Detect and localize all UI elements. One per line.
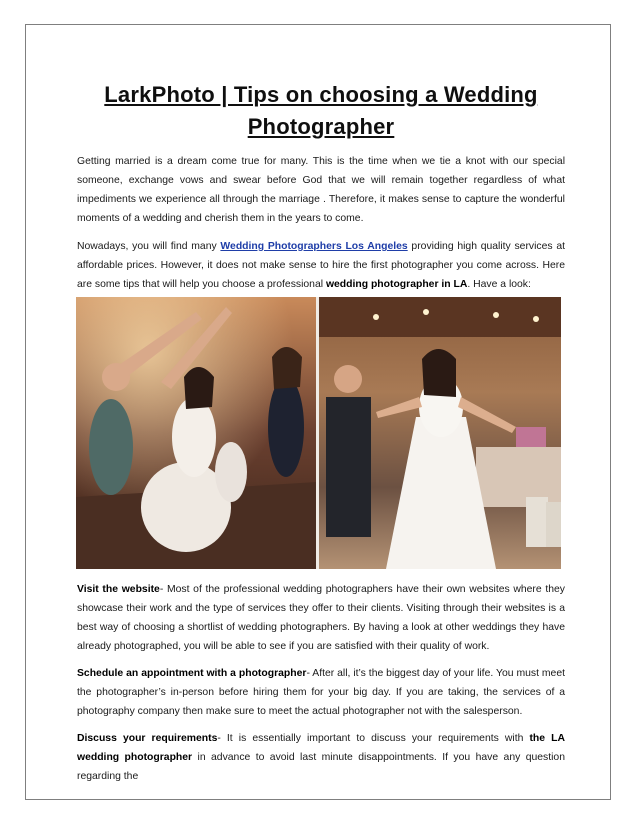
intro-paragraph: Getting married is a dream come true for many. This is the time when we tie a knot with our special someone, exchange vows and swear before God that we will remain together regardless of what impediments we experience all through the marriage . Therefore, it makes sense to capture the wonderful moments of a wedding and cherish them in the years to come. <box>77 156 565 224</box>
page-title: LarkPhoto | Tips on choosing a Wedding Photographer <box>104 82 538 139</box>
photographers-paragraph <box>77 237 565 294</box>
paragraph-text: Nowadays, you will find many <box>77 241 221 252</box>
tip-visit-website <box>77 580 565 656</box>
bold-keyword: wedding photographer in LA <box>325 279 468 290</box>
paragraph-text: . Have a look: <box>467 279 531 290</box>
tip-body: - After all, it’s the biggest day of your life. You must meet the photographer’s in-person before hiring them for your big day. If you are taking, the services of a photography company then make sure to meet the actual photographer not with the salesperson. <box>77 668 566 717</box>
tip-discuss-requirements <box>77 729 565 786</box>
bold-keyword: the LA wedding photographer <box>77 733 565 763</box>
tip-body: - It is essentially important to discuss your requirements with <box>217 733 530 744</box>
wedding-photographers-link[interactable]: Wedding Photographers Los Angeles <box>220 241 408 252</box>
tip-heading: Schedule an appointment with a photographer <box>77 668 307 679</box>
tip-heading: Discuss your requirements <box>77 733 218 744</box>
tip-heading: Visit the website <box>77 584 160 595</box>
document-page <box>25 24 611 800</box>
tip-body: in advance to avoid last minute disappointments. If you have any question regarding the <box>77 752 565 782</box>
tip-body: - Most of the professional wedding photographers have their own websites where they showcase their work and the type of services they offer to their clients. Visiting through their websites is a best way of choosing a shortlist of wedding photographers. By having a look at other weddings they have already photographed, you will be able to see if you are satisfied with their quality of work. <box>77 584 565 652</box>
wedding-dance-photo <box>76 297 561 569</box>
paragraph-text: providing high quality services at affordable prices. However, it does not make sense to hire the first photographer you come across. Here are some tips that will help you choose a professional <box>77 241 565 290</box>
tip-schedule-appointment <box>77 664 565 721</box>
